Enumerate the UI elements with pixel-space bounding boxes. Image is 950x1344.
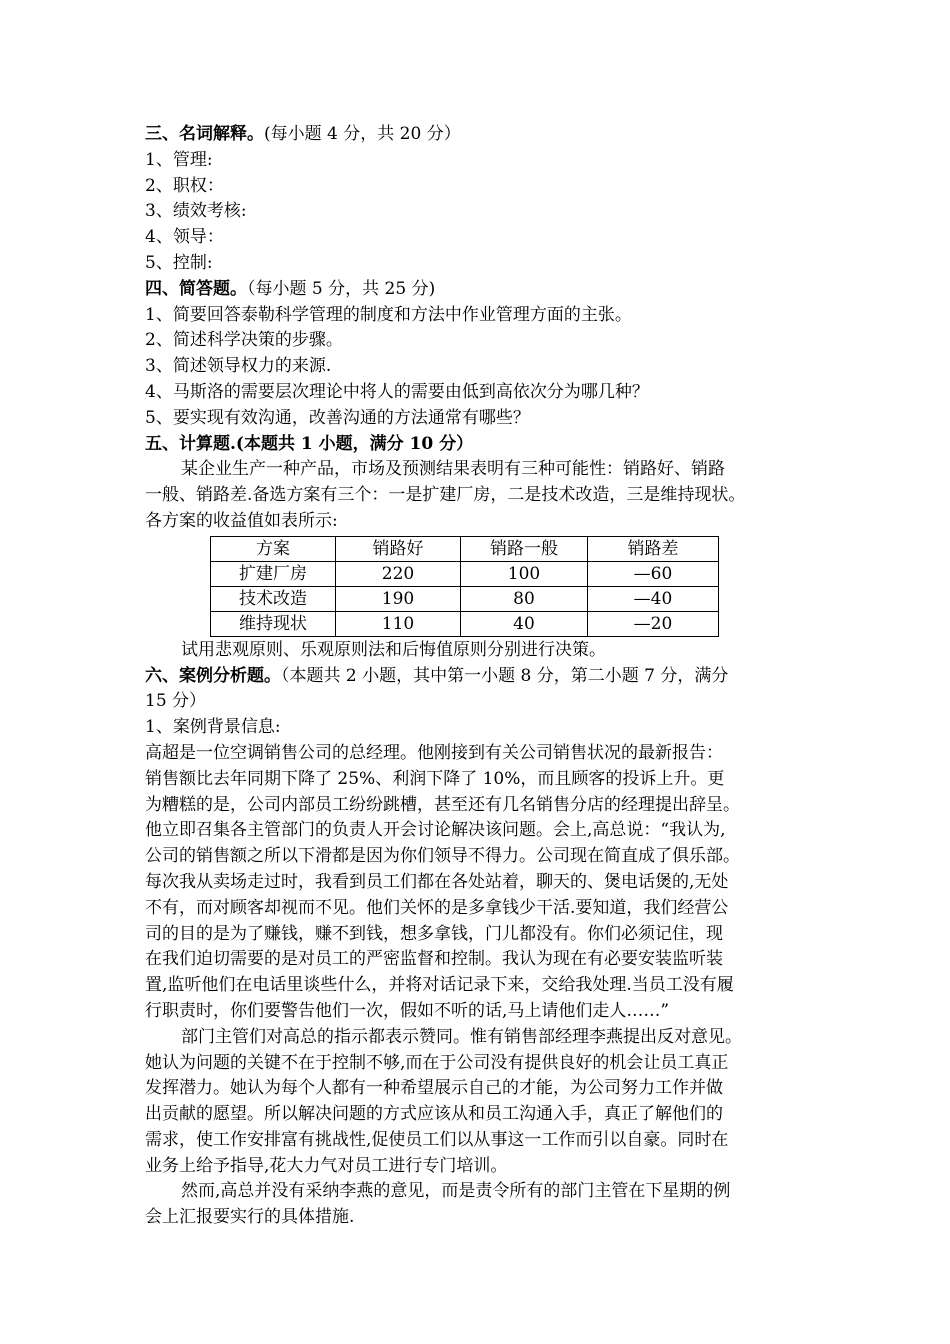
table-cell: 190 — [336, 586, 461, 611]
table-row — [211, 586, 719, 611]
question-item: 2、简述科学决策的步骤。 — [145, 330, 343, 351]
case-line: 部门主管们对高总的指示都表示赞同。惟有销售部经理李燕提出反对意见。 — [181, 1026, 742, 1047]
case-paragraph-2 — [145, 1025, 815, 1180]
case-paragraph-1 — [145, 741, 815, 1025]
case-line: 公司的销售额之所以下滑都是因为你们领导不得力。公司现在简直成了俱乐部。 — [145, 846, 740, 867]
case-line: 在我们迫切需要的是对员工的严密监督和控制。我认为现在有必要安装监听装 — [145, 949, 723, 970]
case-line: 会上汇报要实行的具体措施. — [145, 1207, 355, 1228]
case-line: 置,监听他们在电话里谈些什么，并将对话记录下来，交给我处理.当员工没有履 — [145, 975, 734, 996]
case-line: 然而,高总并没有采纳李燕的意见，而是责令所有的部门主管在下星期的例 — [181, 1181, 731, 1202]
case-line: 发挥潜力。她认为每个人都有一种希望展示自己的才能，为公司努力工作并做 — [145, 1078, 723, 1099]
question-item: 1、简要回答泰勒科学管理的制度和方法中作业管理方面的主张。 — [145, 304, 632, 325]
section-6-heading — [145, 664, 815, 690]
table-cell: 技术改造 — [211, 586, 336, 611]
table-cell: —20 — [588, 611, 719, 636]
case-subtitle: 1、案例背景信息: — [145, 717, 281, 738]
calc-intro-line: 某企业生产一种产品，市场及预测结果表明有三种可能性：销路好、销路 — [181, 459, 725, 480]
term-item: 1、管理: — [145, 149, 213, 170]
table-cell: 维持现状 — [211, 611, 336, 636]
case-line: 销售额比去年同期下降了 25%、利润下降了 10%，而且顾客的投诉上升。更 — [145, 768, 725, 789]
calc-intro-line: 一般、销路差.备选方案有三个：一是扩建厂房，二是技术改造，三是维持现状。 — [145, 485, 746, 506]
section-4-heading — [145, 277, 815, 303]
term-item: 4、领导： — [145, 227, 224, 248]
table-header-cell: 销路差 — [588, 536, 719, 561]
calc-intro-line: 各方案的收益值如表所示: — [145, 510, 338, 531]
case-line: 业务上给予指导,花大力气对员工进行专门培训。 — [145, 1155, 508, 1176]
section-6-note-cont: 15 分） — [145, 691, 207, 712]
case-line: 高超是一位空调销售公司的总经理。他刚接到有关公司销售状况的最新报告： — [145, 742, 723, 763]
exam-page — [145, 122, 815, 1231]
section-4-title: 四、简答题。 — [145, 278, 247, 299]
table-cell: 80 — [461, 586, 588, 611]
table-cell: 40 — [461, 611, 588, 636]
section-3-title: 三、名词解释。 — [145, 124, 264, 144]
case-line: 行职责时，你们要警告他们一次，假如不听的话,马上请他们走人……” — [145, 1000, 670, 1021]
term-item: 2、职权： — [145, 175, 224, 196]
table-header-cell: 方案 — [211, 536, 336, 561]
table-header-cell: 销路好 — [336, 536, 461, 561]
case-line: 不有，而对顾客却视而不见。他们关怀的是多拿钱少干活.要知道，我们经营公 — [145, 897, 729, 918]
section-5-title: 五、计算题.(本题共 1 小题，满分 10 分） — [145, 433, 474, 454]
case-line: 她认为问题的关键不在于控制不够,而在于公司没有提供良好的机会让员工真正 — [145, 1052, 729, 1073]
question-item: 4、马斯洛的需要层次理论中将人的需要由低到高依次分为哪几种？ — [145, 381, 649, 402]
table-cell: 110 — [336, 611, 461, 636]
case-line: 每次我从卖场走过时，我看到员工们都在各处站着，聊天的、煲电话煲的,无处 — [145, 871, 729, 892]
question-item: 3、简述领导权力的来源. — [145, 356, 332, 377]
table-cell: —40 — [588, 586, 719, 611]
case-line: 他立即召集各主管部门的负责人开会讨论解决该问题。会上,高总说：“我认为, — [145, 820, 726, 841]
section-3-heading — [145, 122, 815, 148]
section-4-note: （每小题 5 分，共 25 分) — [247, 278, 436, 299]
case-line: 出贡献的愿望。所以解决问题的方式应该从和员工沟通入手，真正了解他们的 — [145, 1104, 723, 1125]
table-header-cell: 销路一般 — [461, 536, 588, 561]
case-line: 需求，使工作安排富有挑战性,促使员工们以从事这一工作而引以自豪。同时在 — [145, 1129, 729, 1150]
table-row — [211, 561, 719, 586]
table-cell: 扩建厂房 — [211, 561, 336, 586]
table-cell: 100 — [461, 561, 588, 586]
term-item: 3、绩效考核: — [145, 201, 247, 222]
question-item: 5、要实现有效沟通，改善沟通的方法通常有哪些？ — [145, 407, 530, 428]
calc-task: 试用悲观原则、乐观原则法和后悔值原则分别进行决策。 — [181, 639, 606, 660]
section-6-title: 六、案例分析题。 — [145, 665, 281, 686]
table-cell: 220 — [336, 561, 461, 586]
section-6-note: （本题共 2 小题，其中第一小题 8 分，第二小题 7 分，满分 — [281, 665, 729, 686]
term-item: 5、控制: — [145, 252, 213, 273]
case-line: 司的目的是为了赚钱，赚不到钱，想多拿钱，门儿都没有。你们必须记住，现 — [145, 923, 723, 944]
table-cell: —60 — [588, 561, 719, 586]
section-3-note: (每小题 4 分，共 20 分） — [264, 124, 461, 144]
payoff-table — [210, 536, 719, 637]
case-paragraph-3 — [145, 1179, 815, 1231]
case-line: 为糟糕的是，公司内部员工纷纷跳槽，甚至还有几名销售分店的经理提出辞呈。 — [145, 794, 740, 815]
table-row — [211, 611, 719, 636]
table-header-row — [211, 536, 719, 561]
